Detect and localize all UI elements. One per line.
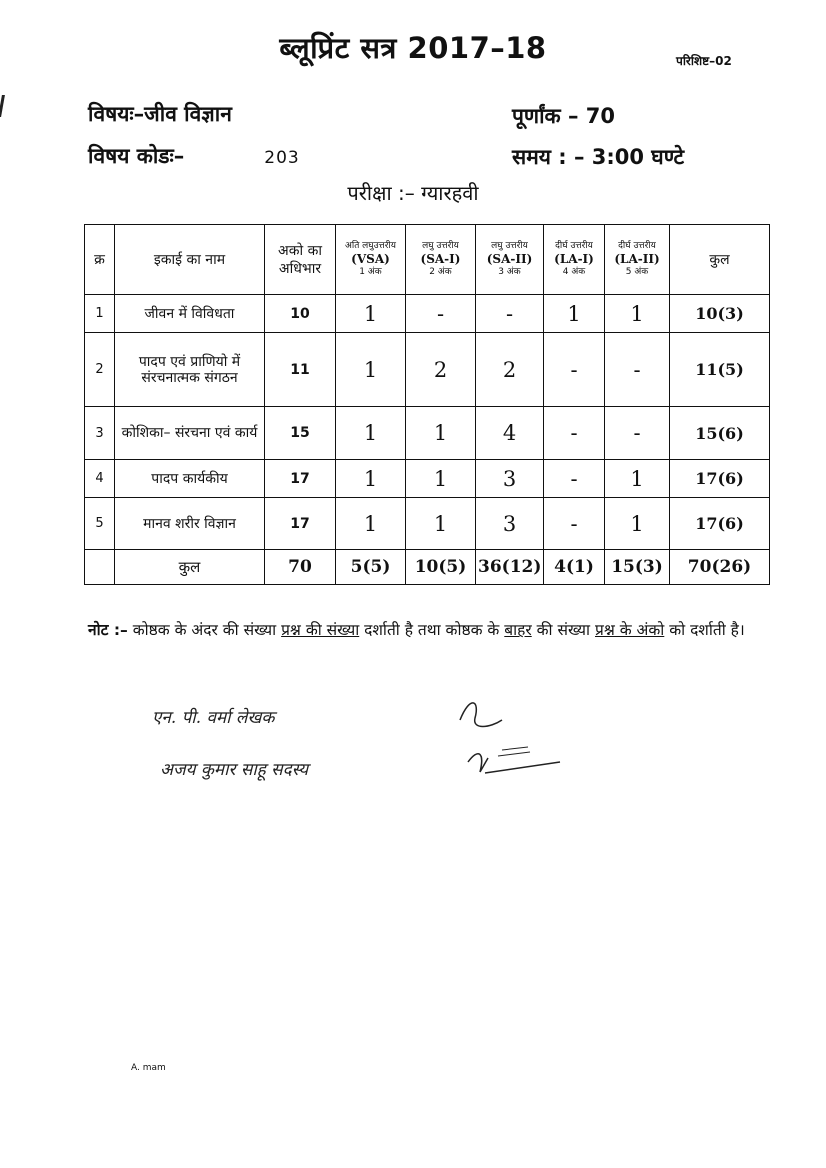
header-vsa-code: (VSA) bbox=[351, 252, 390, 266]
table-row bbox=[85, 460, 770, 498]
cell-total: 11(5) bbox=[670, 333, 770, 407]
signature-underline bbox=[485, 762, 560, 773]
cell-vsa: 1 bbox=[336, 407, 406, 460]
header-la1 bbox=[544, 225, 605, 295]
cell-total: 15(6) bbox=[670, 407, 770, 460]
header-marks: अको का अधिभार bbox=[265, 225, 336, 295]
note-underline-3: प्रश्न के अंको bbox=[595, 621, 665, 639]
cell-sr: 5 bbox=[85, 498, 115, 550]
footer-la1: 4(1) bbox=[544, 550, 605, 585]
signature-flourish-2 bbox=[468, 754, 488, 772]
header-sa1-name: लघु उत्तरीय bbox=[422, 241, 459, 251]
note-underline-1: प्रश्न की संख्या bbox=[281, 621, 360, 639]
cell-vsa: 1 bbox=[336, 295, 406, 333]
cell-marks: 11 bbox=[265, 333, 336, 407]
table-header-row bbox=[85, 225, 770, 295]
note-text-1: कोष्ठक के अंदर की संख्या bbox=[132, 621, 277, 639]
cell-sa1: 1 bbox=[406, 460, 476, 498]
subject-label: विषयः–जीव विज्ञान bbox=[88, 102, 232, 126]
table-row bbox=[85, 498, 770, 550]
cell-unit: कोशिका– संरचना एवं कार्य bbox=[115, 407, 265, 460]
note-text-2: दर्शाती है तथा कोष्ठक के bbox=[364, 621, 500, 639]
cell-sa1: - bbox=[406, 295, 476, 333]
header-la2-per: 5 अंक bbox=[625, 267, 649, 277]
note-text-4: को दर्शाती है। bbox=[669, 621, 745, 639]
header-total: कुल bbox=[670, 225, 770, 295]
table-row bbox=[85, 295, 770, 333]
header-sa2 bbox=[476, 225, 544, 295]
note-text-3: की संख्या bbox=[536, 621, 591, 639]
cell-unit: मानव शरीर विज्ञान bbox=[115, 498, 265, 550]
cell-la1: - bbox=[544, 498, 605, 550]
signature-1: एन. पी. वर्मा लेखक bbox=[152, 708, 275, 728]
cell-la2: 1 bbox=[605, 295, 670, 333]
cell-sr: 3 bbox=[85, 407, 115, 460]
header-la1-name: दीर्घ उत्तरीय bbox=[555, 241, 593, 251]
cell-marks: 15 bbox=[265, 407, 336, 460]
note-label: नोट :– bbox=[88, 621, 128, 639]
blueprint-table bbox=[84, 224, 770, 585]
cell-sr: 2 bbox=[85, 333, 115, 407]
header-la1-code: (LA-I) bbox=[554, 252, 594, 266]
footer-marks: 70 bbox=[265, 550, 336, 585]
cell-sr: 1 bbox=[85, 295, 115, 333]
cell-sa1: 1 bbox=[406, 407, 476, 460]
header-vsa bbox=[336, 225, 406, 295]
subject-code bbox=[88, 142, 300, 170]
cell-vsa: 1 bbox=[336, 333, 406, 407]
cell-la1: 1 bbox=[544, 295, 605, 333]
footer-empty bbox=[85, 550, 115, 585]
header-sa2-per: 3 अंक bbox=[498, 267, 521, 277]
cell-la1: - bbox=[544, 333, 605, 407]
header-la2-code: (LA-II) bbox=[614, 252, 660, 266]
footer-vsa: 5(5) bbox=[336, 550, 406, 585]
cell-la2: - bbox=[605, 333, 670, 407]
cell-sr: 4 bbox=[85, 460, 115, 498]
footer-sa1: 10(5) bbox=[406, 550, 476, 585]
footer-label: कुल bbox=[115, 550, 265, 585]
header-sa1-per: 2 अंक bbox=[429, 267, 452, 277]
cell-la2: - bbox=[605, 407, 670, 460]
cell-sa2: - bbox=[476, 295, 544, 333]
cell-sa2: 2 bbox=[476, 333, 544, 407]
signature-flourish-1 bbox=[460, 703, 502, 727]
header-vsa-per: 1 अंक bbox=[359, 267, 382, 277]
header-la1-per: 4 अंक bbox=[562, 267, 586, 277]
header-sr: क्र bbox=[85, 225, 115, 295]
cell-sa1: 1 bbox=[406, 498, 476, 550]
note-underline-2: बाहर bbox=[504, 621, 532, 639]
cell-unit: पादप एवं प्राणियो में संरचनात्मक संगठन bbox=[115, 333, 265, 407]
cell-la2: 1 bbox=[605, 460, 670, 498]
footer-mark: A. mam bbox=[131, 1063, 166, 1073]
cell-la1: - bbox=[544, 407, 605, 460]
page-title: ब्लूप्रिंट सत्र 2017–18 bbox=[279, 31, 547, 65]
exam-class: परीक्षा :– ग्यारहवी bbox=[347, 181, 479, 205]
signature-dashes bbox=[498, 747, 530, 756]
header-sa2-name: लघु उत्तरीय bbox=[491, 241, 528, 251]
cell-sa2: 3 bbox=[476, 498, 544, 550]
cell-sa2: 3 bbox=[476, 460, 544, 498]
cell-vsa: 1 bbox=[336, 498, 406, 550]
cell-vsa: 1 bbox=[336, 460, 406, 498]
table-row bbox=[85, 407, 770, 460]
cell-total: 10(3) bbox=[670, 295, 770, 333]
footer-total: 70(26) bbox=[670, 550, 770, 585]
scan-edge-mark bbox=[0, 95, 5, 117]
subject-code-label: विषय कोडः– bbox=[88, 144, 185, 168]
header-sa1 bbox=[406, 225, 476, 295]
footer-sa2: 36(12) bbox=[476, 550, 544, 585]
header-la2-name: दीर्घ उत्तरीय bbox=[618, 241, 656, 251]
table-footer-row bbox=[85, 550, 770, 585]
exam-time: समय : – 3:00 घण्टे bbox=[512, 145, 685, 169]
subject-code-value: 203 bbox=[264, 148, 300, 168]
header-vsa-name: अति लघुउत्तरीय bbox=[344, 241, 396, 251]
cell-marks: 17 bbox=[265, 498, 336, 550]
cell-marks: 17 bbox=[265, 460, 336, 498]
note bbox=[88, 616, 758, 644]
header-sa1-code: (SA-I) bbox=[420, 252, 461, 266]
footer-la2: 15(3) bbox=[605, 550, 670, 585]
appendix-label: परिशिष्ट–02 bbox=[676, 54, 732, 68]
cell-unit: पादप कार्यकीय bbox=[115, 460, 265, 498]
cell-sa2: 4 bbox=[476, 407, 544, 460]
cell-la2: 1 bbox=[605, 498, 670, 550]
cell-total: 17(6) bbox=[670, 460, 770, 498]
table-row bbox=[85, 333, 770, 407]
header-la2 bbox=[605, 225, 670, 295]
cell-la1: - bbox=[544, 460, 605, 498]
signature-2: अजय कुमार साहू सदस्य bbox=[160, 760, 309, 780]
cell-unit: जीवन में विविधता bbox=[115, 295, 265, 333]
cell-marks: 10 bbox=[265, 295, 336, 333]
max-marks: पूर्णांक – 70 bbox=[512, 104, 616, 128]
header-sa2-code: (SA-II) bbox=[486, 252, 533, 266]
header-unit: इकाई का नाम bbox=[115, 225, 265, 295]
cell-total: 17(6) bbox=[670, 498, 770, 550]
cell-sa1: 2 bbox=[406, 333, 476, 407]
